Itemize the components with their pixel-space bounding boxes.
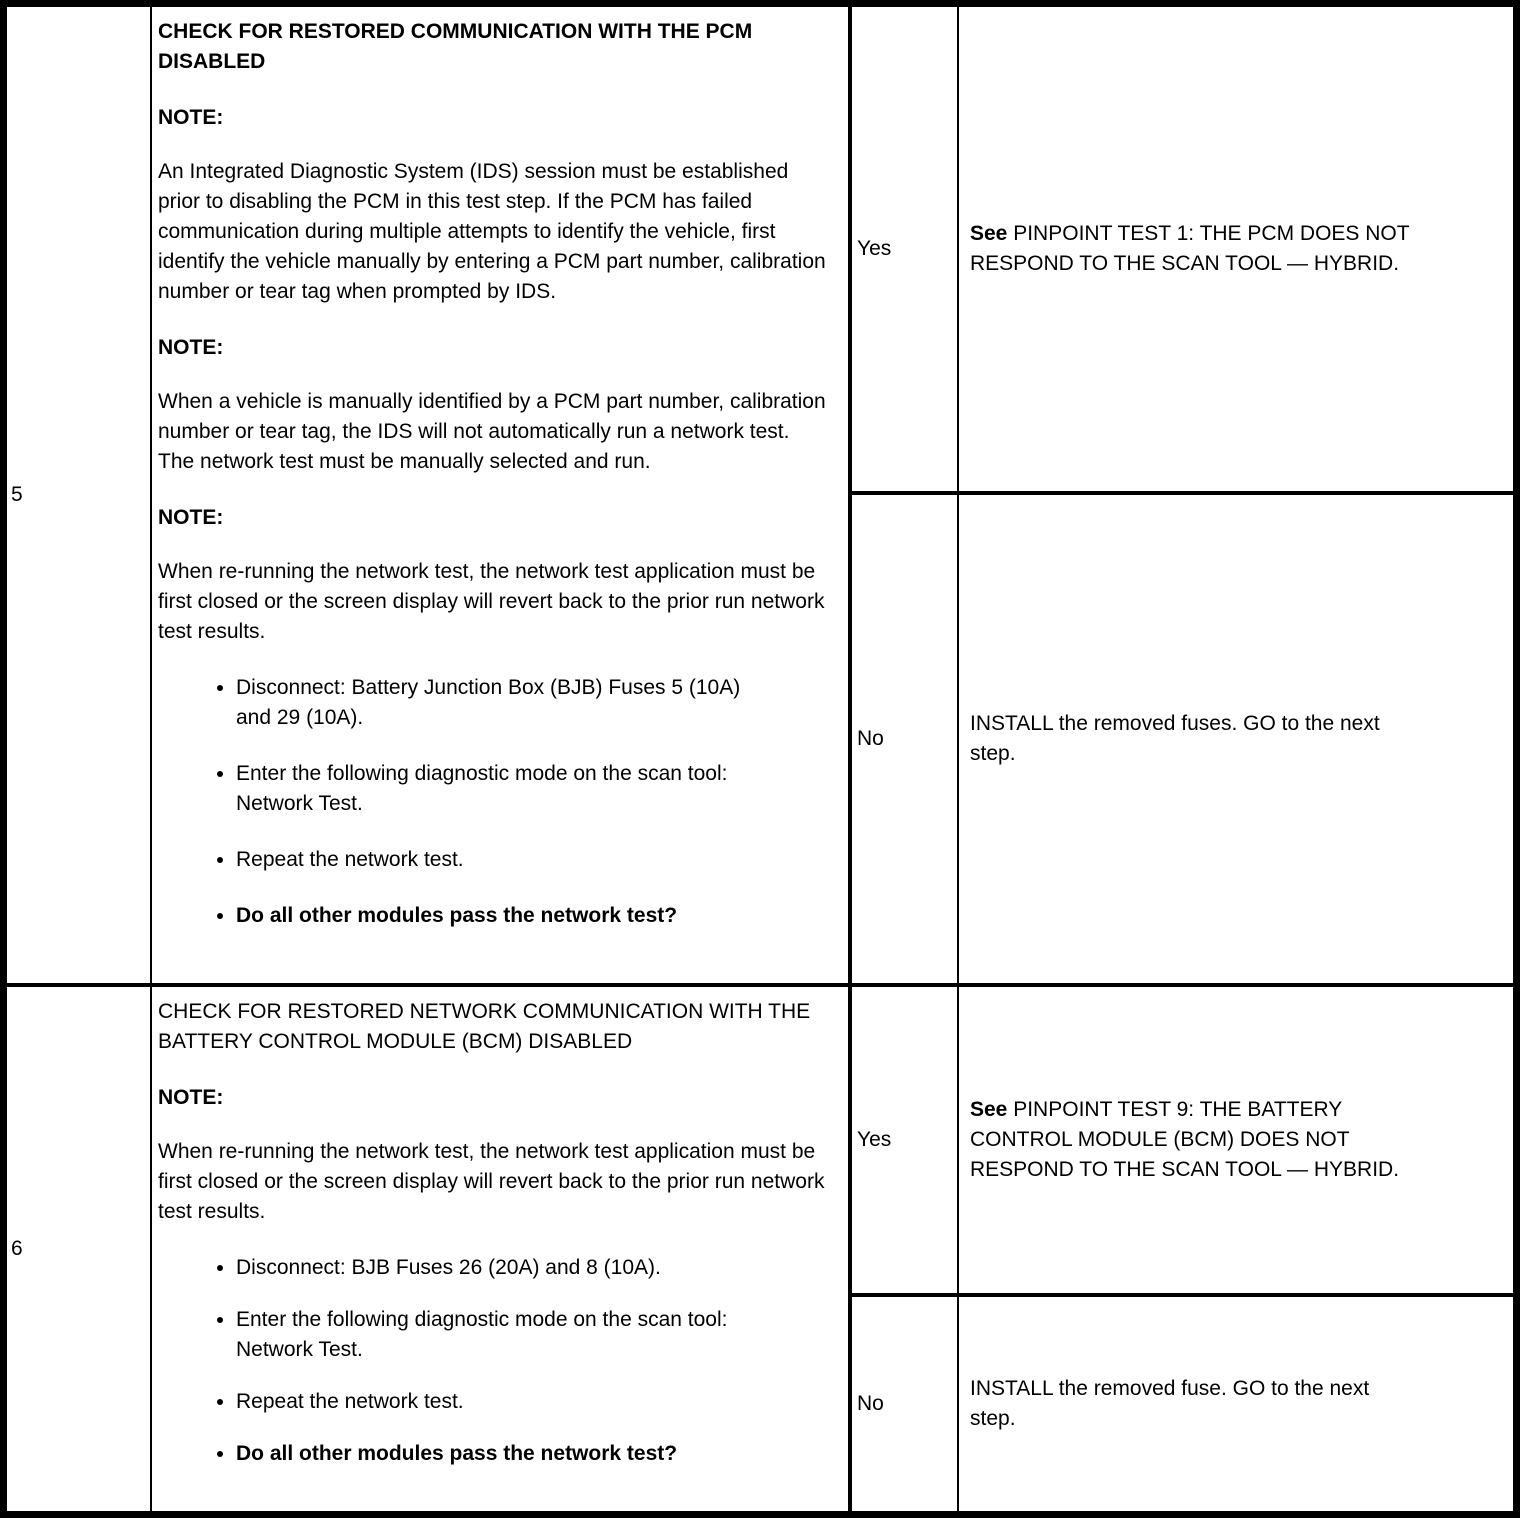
yes-subrow (852, 7, 1513, 495)
note-text: When a vehicle is manually identified by a PCM part number, calibration number or tear tag, the IDS will not automatically run a network test. The network test must be manually selected and run. (158, 390, 826, 473)
procedure-question (236, 901, 828, 931)
no-label: No (857, 727, 884, 750)
instruction-cell (152, 7, 852, 983)
no-action-text: INSTALL the removed fuse. GO to the next step. (970, 1377, 1370, 1430)
yes-action-text (970, 219, 1410, 279)
no-action-cell (959, 1297, 1513, 1511)
procedure-question (236, 1439, 828, 1469)
procedure-item (236, 759, 828, 819)
test-step-row-5 (7, 7, 1513, 987)
note-label: NOTE: (158, 1086, 224, 1109)
no-cell (852, 495, 959, 983)
procedure-item (236, 1253, 828, 1283)
yes-action-cell (959, 7, 1513, 491)
yes-label: Yes (857, 237, 892, 260)
note-text: When re-running the network test, the network test application must be first closed or the screen display will revert back to the prior run network test results. (158, 1140, 825, 1223)
procedure-item (236, 1387, 828, 1417)
note-label: NOTE: (158, 336, 224, 359)
note-label: NOTE: (158, 106, 224, 129)
yes-subrow (852, 987, 1513, 1297)
no-subrow (852, 495, 1513, 983)
note-label: NOTE: (158, 506, 224, 529)
yes-cell (852, 987, 959, 1293)
procedure-item (236, 845, 828, 875)
yes-cell (852, 7, 959, 491)
yes-action-cell (959, 987, 1513, 1293)
action-lines: PINPOINT TEST 9: THE BATTERY CONTROL MODULE (BCM) DOES NOT RESPOND TO THE SCAN TOOL — HYBRID. (970, 1098, 1400, 1181)
no-action-text: INSTALL the removed fuses. GO to the next step. (970, 712, 1380, 765)
step-number-cell (7, 987, 152, 1511)
no-label: No (857, 1392, 884, 1415)
note-text: An Integrated Diagnostic System (IDS) session must be established prior to disabling the PCM in this test step. If the PCM has failed communication during multiple attempts to identify the vehicle, first identify the vehicle manually by entering a PCM part number, calibration number or tear tag when prompted by IDS. (158, 160, 826, 303)
test-title: CHECK FOR RESTORED COMMUNICATION WITH THE PCM DISABLED (158, 20, 753, 73)
question-text: Do all other modules pass the network test? (236, 904, 678, 927)
note-text: When re-running the network test, the network test application must be first closed or the screen display will revert back to the prior run network test results. (158, 560, 825, 643)
step-number-cell (7, 7, 152, 983)
yes-action-text (970, 1095, 1399, 1185)
procedure-text: Enter the following diagnostic mode on the scan tool: Network Test. (236, 762, 728, 815)
procedure-text: Repeat the network test. (236, 1390, 464, 1413)
instruction-cell (152, 987, 852, 1511)
procedure-item (236, 1305, 828, 1365)
procedure-text: Disconnect: Battery Junction Box (BJB) Fuses 5 (10A) and 29 (10A). (236, 676, 741, 729)
see-prefix: See (970, 1098, 1008, 1121)
yes-label: Yes (857, 1128, 892, 1151)
step-number: 6 (11, 1237, 23, 1260)
procedure-list (158, 673, 828, 931)
procedure-item (236, 673, 828, 733)
no-subrow (852, 1297, 1513, 1511)
procedure-text: Enter the following diagnostic mode on the scan tool: Network Test. (236, 1308, 728, 1361)
procedure-text: Disconnect: BJB Fuses 26 (20A) and 8 (10A). (236, 1256, 661, 1279)
see-prefix: See (970, 222, 1008, 245)
result-column (852, 987, 1513, 1511)
test-title: CHECK FOR RESTORED NETWORK COMMUNICATION WITH THE BATTERY CONTROL MODULE (BCM) DISABLED (158, 1000, 811, 1053)
result-column (852, 7, 1513, 983)
procedure-text: Repeat the network test. (236, 848, 464, 871)
no-action-cell (959, 495, 1513, 983)
action-lines: PINPOINT TEST 1: THE PCM DOES NOT RESPOND TO THE SCAN TOOL — HYBRID. (970, 222, 1410, 275)
test-step-row-6 (7, 987, 1513, 1511)
question-text: Do all other modules pass the network test? (236, 1442, 678, 1465)
step-number: 5 (11, 483, 23, 506)
procedure-list (158, 1253, 828, 1469)
no-cell (852, 1297, 959, 1511)
